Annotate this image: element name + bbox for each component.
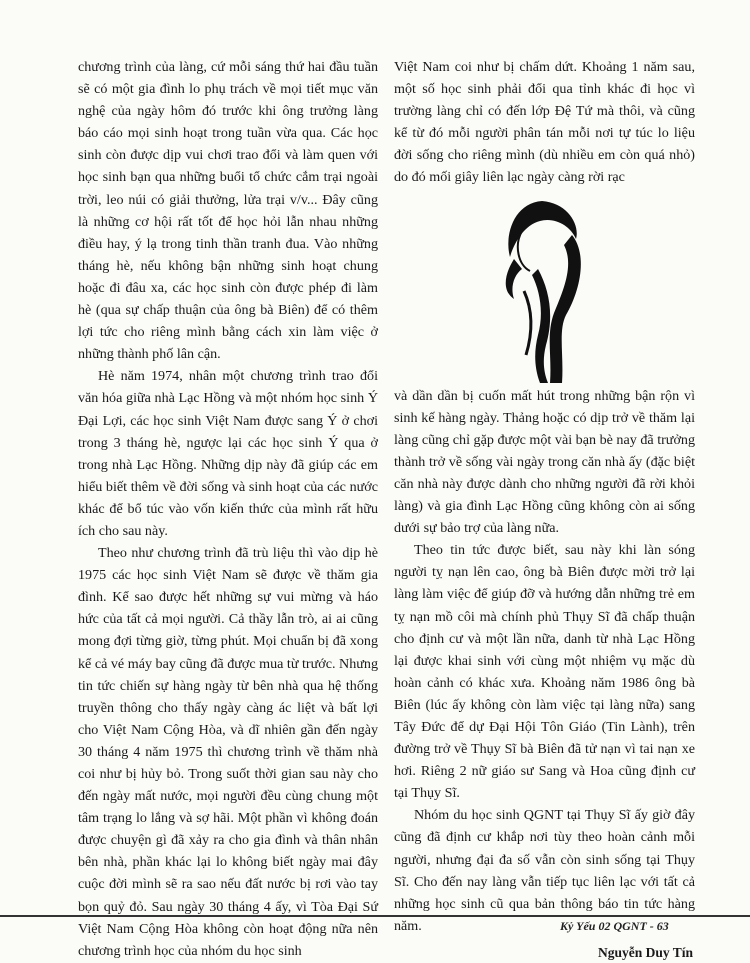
page-footer: Kỷ Yếu 02 QGNT - 63 <box>560 919 669 933</box>
illustration <box>394 193 695 385</box>
right-column <box>394 56 695 963</box>
paragraph: Nhóm du học sinh QGNT tại Thụy Sĩ ấy giờ đây cũng đã định cư khắp nơi tùy theo hoàn cảnh mỗi người, nhưng đại đa số vẫn còn sinh sống tại Thụy Sĩ. Cho đến nay làng vẫn tiếp tục liên lạc với tất cả những học sinh cũ qua bản thông báo tin tức hàng năm. <box>394 807 695 934</box>
paragraph: chương trình của làng, cứ mỗi sáng thứ hai đầu tuần sẽ có một gia đình lo phụ trách về mọi tiết mục văn nghệ của ngày hôm đó trước khi ông trưởng làng báo cáo mọi sinh hoạt trong tuần vừa qua. Các học sinh còn được dịp vui chơi trao đổi và làm quen với học sinh bạn qua những buổi tổ chức cắm trại ngoài trời, leo núi có giải thưởng, lửa trại v/v... Đây cũng là những cơ hội rất tốt để học hỏi lẫn nhau những điều hay, ý lạ trong tinh thần tranh đua. Vào những tháng hè, nếu không bận những sinh hoạt chung hoặc đi đâu xa, các học sinh còn được phép đi làm hè (qua sự chấp thuận của ông bà Biên) để có thêm lợi tức cho riêng mình bằng cách xin làm việc ở những thành phố lân cận. <box>78 59 378 363</box>
left-column <box>78 56 378 962</box>
paragraph: và dần dần bị cuốn mất hút trong những bận rộn vì sinh kế hàng ngày. Thảng hoặc có dịp trở về thăm lại làng cũng chỉ gặp được một vài bạn bè nay đã trưởng thành trở về sống vài ngày trong căn nhà ấy (đặc biệt căn nhà này được dành cho những người đã rời khỏi làng) và gia đình Lạc Hồng cũng không còn ai sống dưới sự bảo trợ của làng nữa. <box>394 387 695 537</box>
ink-figure-drawing-icon <box>484 195 614 385</box>
paragraph: Theo như chương trình đã trù liệu thì vào dịp hè 1975 các học sinh Việt Nam sẽ được về thăm gia đình. Kể sao được hết những sự vui mừng và háo hức của tất cả mọi người. Cả thầy lẫn trò, ai ai cũng mong đợi từng giờ, từng phút. Mọi chuẩn bị đã xong kể cả vé máy bay cũng đã được mua từ trước. Nhưng tin tức chiến sự hàng ngày từ bên nhà qua hệ thống truyền thông cho thấy ngày càng ác liệt và bất lợi cho Việt Nam Cộng Hòa, và dĩ nhiên gần đến ngày 30 tháng 4 năm 1975 thì chương trình về thăm nhà coi như bị hủy bỏ. Trong suốt thời gian sau này cho đến ngày mất nước, mọi người đều cùng chung một tâm trạng lo lắng và sợ hãi. Một phần vì không đoán được chuyện gì đã xảy ra cho gia đình và thân nhân bên nhà, phần khác lại lo không biết ngày mai đây cuộc đời mình sẽ ra sao nếu đất nước bị rơi vào tay bọn quỷ đỏ. Sau ngày 30 tháng 4 ấy, vì Tòa Đại Sứ Việt Nam Cộng Hòa không còn hoạt động nữa nên chương trình học của nhóm du học sinh <box>78 545 378 959</box>
footer-divider <box>0 915 750 917</box>
paragraph: Theo tin tức được biết, sau này khi làn sóng người tỵ nạn lên cao, ông bà Biên được mời trở lại làng làm việc để giúp đỡ và hướng dẫn những trẻ em tỵ nạn mồ côi mà chính phủ Thụy Sĩ đã chấp thuận cho định cư và một lần nữa, danh từ nhà Lạc Hồng lại được khai sinh với cùng một nhiệm vụ mặc dù hoàn cảnh có khác xưa. Khoảng năm 1986 ông bà Biên (lúc ấy không còn làm việc tại làng nữa) sang Tây Đức để dự Đại Hội Tôn Giáo (Tin Lành), trên đường trở về Thụy Sĩ bà Biên đã tử nạn vì tai nạn xe hơi. Riêng 2 nữ giáo sư Sang và Hoa cũng định cư tại Thụy Sĩ. <box>394 542 695 802</box>
author-signature: Nguyễn Duy Tín <box>597 944 693 960</box>
paragraph: Việt Nam coi như bị chấm dứt. Khoảng 1 năm sau, một số học sinh phải đổi qua tỉnh khác đi học vì trường làng chỉ có đến lớp Đệ Tứ mà thôi, và cũng kể từ đó mỗi người phân tán mỗi nơi tự túc lo liệu đời sống cho riêng mình (dù nhiều em còn quá nhỏ) do đó mối giây liên lạc ngày càng rời rạc <box>394 59 695 186</box>
paragraph: Hè năm 1974, nhân một chương trình trao đổi văn hóa giữa nhà Lạc Hồng và một nhóm học sinh Ý Đại Lợi, các học sinh Việt Nam được sang Ý ở chơi trong 3 tháng hè, ngược lại các học sinh Ý qua ở trong nhà Lạc Hồng. Những dịp này đã giúp các em hiểu biết thêm về đời sống và sinh hoạt của các nước khác để bổ túc vào vốn kiến thức của mình rất hữu ích cho sau này. <box>78 368 378 539</box>
